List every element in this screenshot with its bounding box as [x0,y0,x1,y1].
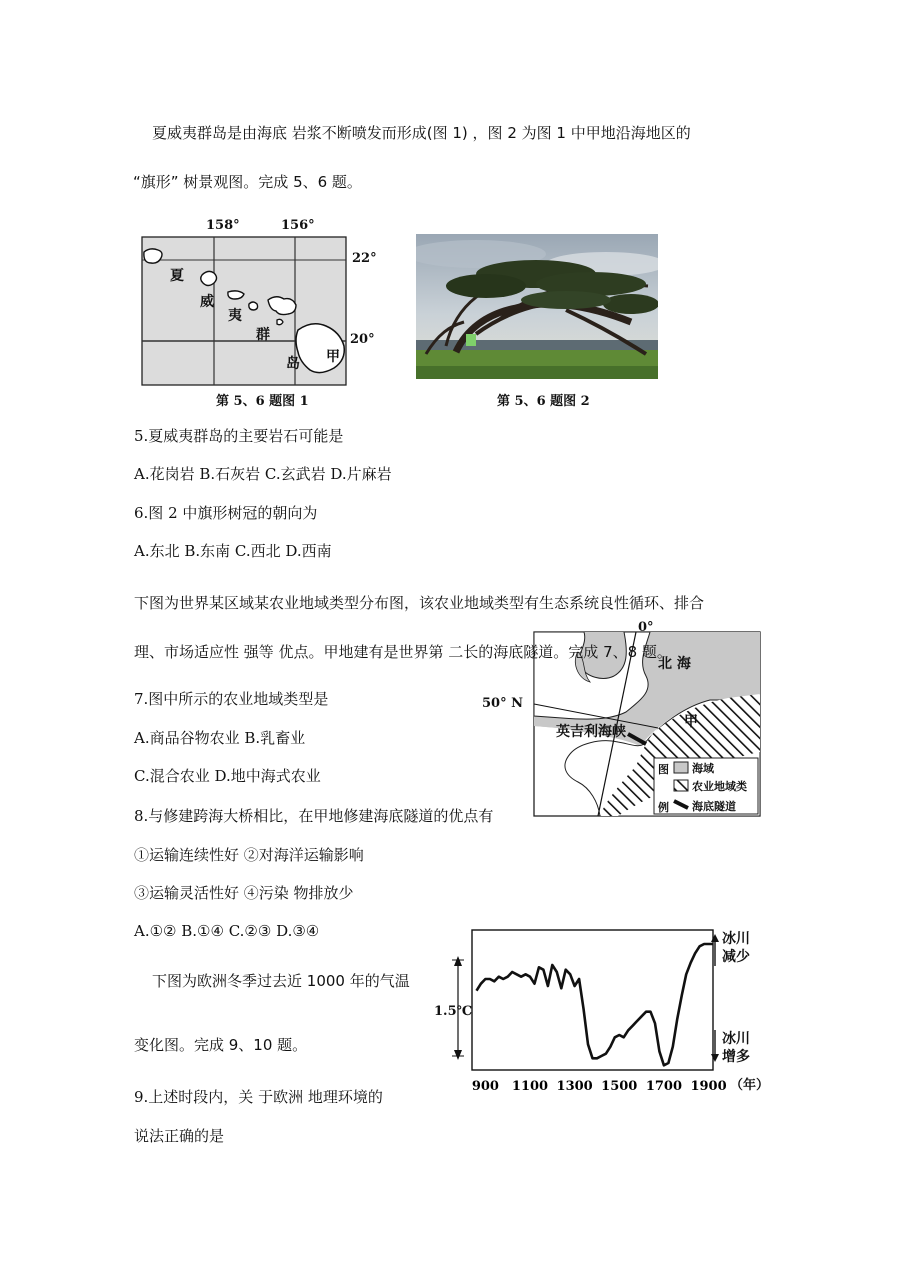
lat-label-20: 20° [350,332,375,347]
fig3-lon-label: 0° [638,620,654,635]
q5-stem: 5.夏威夷群岛的主要岩石可能是 [134,427,344,445]
map-char-yi: 夷 [228,308,242,324]
fig3-sea-label: 北 海 [658,656,691,672]
q8-item-line2: ③运输灵活性好 ④污染 物排放少 [134,884,354,902]
q7-options-line1: A.商品谷物农业 B.乳畜业 [134,729,306,747]
island-oahu [201,271,217,285]
q7-stem: 7.图中所示的农业地域类型是 [134,690,329,708]
intro3-line-2: 变化图。完成 9、10 题。 [134,1036,308,1054]
bottom-label-line2: 增多 [722,1049,750,1065]
legend-agri: 农业地域类 [692,780,747,793]
x-tick-label: 900 [471,1079,499,1094]
legend-tunnel: 海底隧道 [692,800,736,813]
top-label-line2: 减少 [722,949,750,965]
intro2-line-2: 理、市场适应性 强等 优点。甲地建有是世界第 二长的海底隧道。完成 7、8 题。 [134,643,672,661]
x-unit-label: （年） [730,1078,770,1093]
scale-label: 1.5℃ [434,1004,473,1019]
intro-line-1: 夏威夷群岛是由海底 岩浆不断喷发而形成(图 1) ，图 2 为图 1 中甲地沿海地区的 [152,124,691,142]
lon-label-158: 158° [206,218,240,233]
map-char-dao: 岛 [286,356,300,372]
q6-options: A.东北 B.东南 C.西北 D.西南 [134,542,332,560]
lon-label-156: 156° [281,218,315,233]
fig3-strait-label: 英吉利海峡 [556,724,626,740]
fig3-lat-label: 50° N [482,696,523,711]
q8-options: A.①② B.①④ C.②③ D.③④ [134,922,320,940]
flag-tree-photo [416,234,658,379]
q5-options: A.花岗岩 B.石灰岩 C.玄武岩 D.片麻岩 [134,465,392,483]
intro-line-2: “旗形” 树景观图。完成 5、6 题。 [133,173,362,191]
q6-stem: 6.图 2 中旗形树冠的朝向为 [134,504,318,522]
q9-stem-line1: 9.上述时段内，关 于欧洲 地理环境的 [134,1088,383,1106]
hawaii-map [130,212,390,390]
map-char-xia: 夏 [170,268,184,284]
bottom-label-line1: 冰川 [722,1031,750,1047]
x-tick-label: 1500 [601,1079,638,1094]
island-niihau [144,249,162,263]
fig1-caption: 第 5、6 题图 1 [216,394,309,409]
fig2-caption: 第 5、6 题图 2 [497,394,590,409]
q8-stem: 8.与修建跨海大桥相比，在甲地修建海底隧道的优点有 [134,807,494,825]
q7-options-line2: C.混合农业 D.地中海式农业 [134,767,321,785]
island-molokai [228,291,244,299]
fig3-jia-label: 甲 [684,714,698,730]
top-label-line1: 冰川 [722,931,750,947]
x-tick-label: 1900 [690,1079,727,1094]
lat-label-22: 22° [352,251,377,266]
legend-title-top: 图 [658,763,669,776]
map-char-wei: 威 [200,294,214,310]
x-tick-label: 1700 [645,1079,683,1094]
legend-sea: 海域 [692,762,714,775]
q8-item-line1: ①运输连续性好 ②对海洋运输影响 [134,846,364,864]
intro3-line-1: 下图为欧洲冬季过去近 1000 年的气温 [152,972,410,990]
map-char-qun: 群 [256,327,270,343]
q9-stem-line2: 说法正确的是 [134,1127,225,1145]
temperature-chart [430,926,770,1098]
legend-title-bottom: 例 [658,801,669,814]
intro2-line-1: 下图为世界某区域某农业地域类型分布图，该农业地域类型有生态系统良性循环、排合 [134,594,705,612]
x-tick-label: 1100 [511,1079,549,1094]
island-kahoolawe [277,319,283,324]
x-tick-label: 1300 [556,1079,593,1094]
island-lanai [249,302,258,310]
map-char-jia: 甲 [326,349,340,365]
